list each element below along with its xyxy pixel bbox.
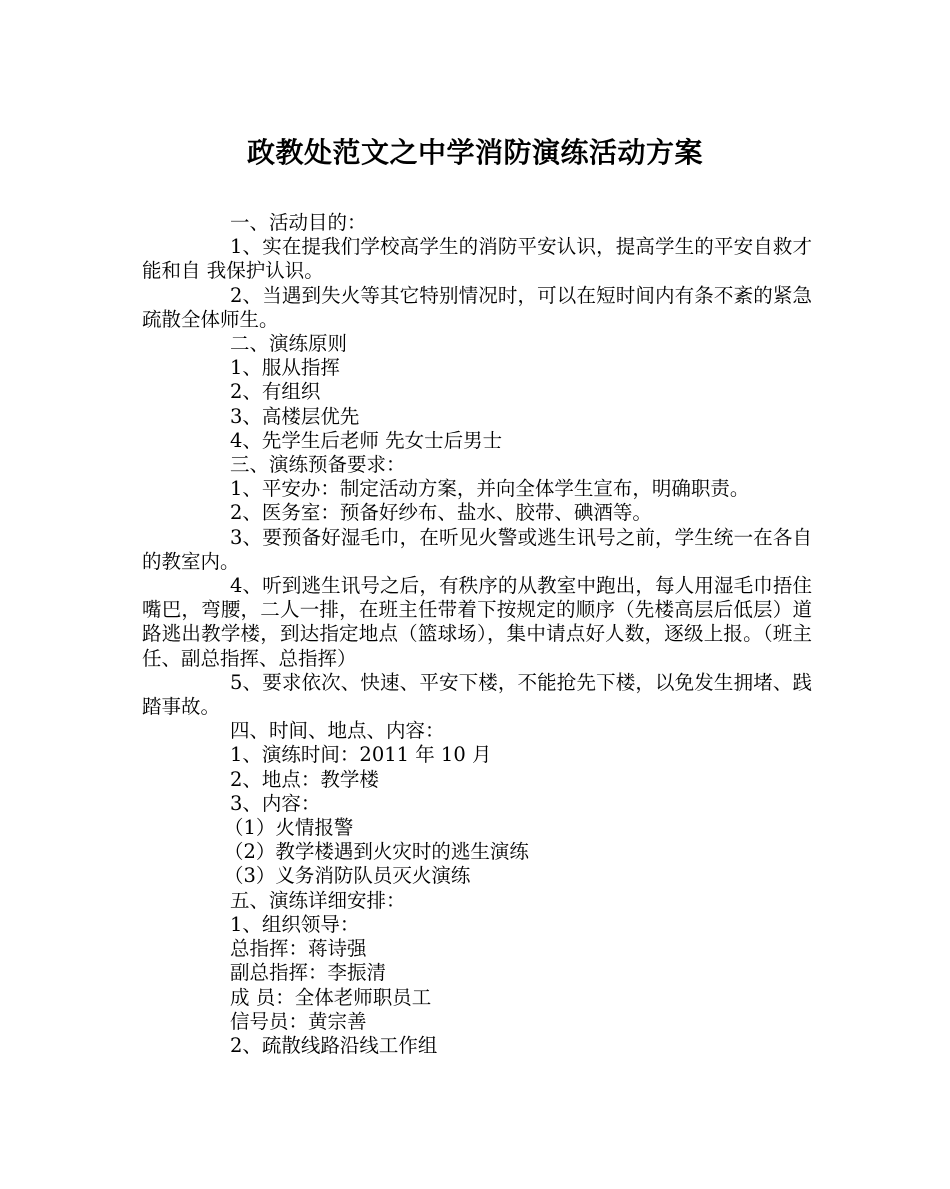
list-item: 1、服从指挥 bbox=[230, 356, 340, 380]
list-item: 2、疏散线路沿线工作组 bbox=[230, 1033, 438, 1057]
section-heading-arrangement: 五、演练详细安排： bbox=[230, 888, 406, 912]
role-line: 副总指挥：李振清 bbox=[230, 961, 387, 985]
list-item: 4、先学生后老师 先女士后男士 bbox=[230, 428, 503, 452]
document-body bbox=[142, 211, 812, 1058]
paragraph: 3、要预备好湿毛巾，在听见火警或逃生讯号之前，学生统一在各自的教室内。 bbox=[142, 525, 812, 573]
paragraph: 2、医务室：预备好纱布、盐水、胶带、碘酒等。 bbox=[230, 501, 652, 525]
section-heading-requirements: 三、演练预备要求： bbox=[230, 453, 406, 477]
paragraph: 1、实在提我们学校高学生的消防平安认识，提高学生的平安自救才能和自 我保护认识。 bbox=[142, 235, 812, 283]
paragraph: 1、平安办：制定活动方案，并向全体学生宣布，明确职责。 bbox=[230, 477, 750, 501]
list-item: 2、有组织 bbox=[230, 380, 321, 404]
paragraph: 2、当遇到失火等其它特别情况时，可以在短时间内有条不紊的紧急疏散全体师生。 bbox=[142, 283, 812, 331]
document-title: 政教处范文之中学消防演练活动方案 bbox=[246, 136, 703, 169]
paragraph: 5、要求依次、快速、平安下楼，不能抢先下楼，以免发生拥堵、践踏事故。 bbox=[142, 670, 812, 719]
list-item: 1、演练时间：2011 年 10 月 bbox=[230, 743, 492, 767]
list-item: 1、组织领导： bbox=[230, 912, 360, 936]
sub-list-item: （2）教学楼遇到火灾时的逃生演练 bbox=[224, 840, 529, 864]
section-heading-principles: 二、演练原则 bbox=[230, 332, 348, 356]
paragraph: 4、听到逃生讯号之后，有秩序的从教室中跑出，每人用湿毛巾捂住嘴巴，弯腰，二人一排，在班主任带着下按规定的顺序（先楼高层后低层）道路逃出教学楼，到达指定地点（篮球场），集中请点好人数，逐级上报。（班主任、副总指挥、总指挥） bbox=[142, 574, 812, 670]
section-heading-purpose: 一、活动目的： bbox=[230, 211, 367, 234]
list-item: 3、高楼层优先 bbox=[230, 404, 360, 428]
section-heading-schedule: 四、时间、地点、内容： bbox=[230, 719, 445, 743]
sub-list-item: （3）义务消防队员灭火演练 bbox=[224, 864, 471, 888]
role-line: 成 员：全体老师职员工 bbox=[230, 985, 432, 1009]
list-item: 3、内容： bbox=[230, 791, 321, 815]
sub-list-item: （1）火情报警 bbox=[224, 816, 354, 840]
role-line: 总指挥：蒋诗强 bbox=[230, 937, 367, 961]
list-item: 2、地点：教学楼 bbox=[230, 767, 379, 791]
role-line: 信号员：黄宗善 bbox=[230, 1009, 367, 1033]
